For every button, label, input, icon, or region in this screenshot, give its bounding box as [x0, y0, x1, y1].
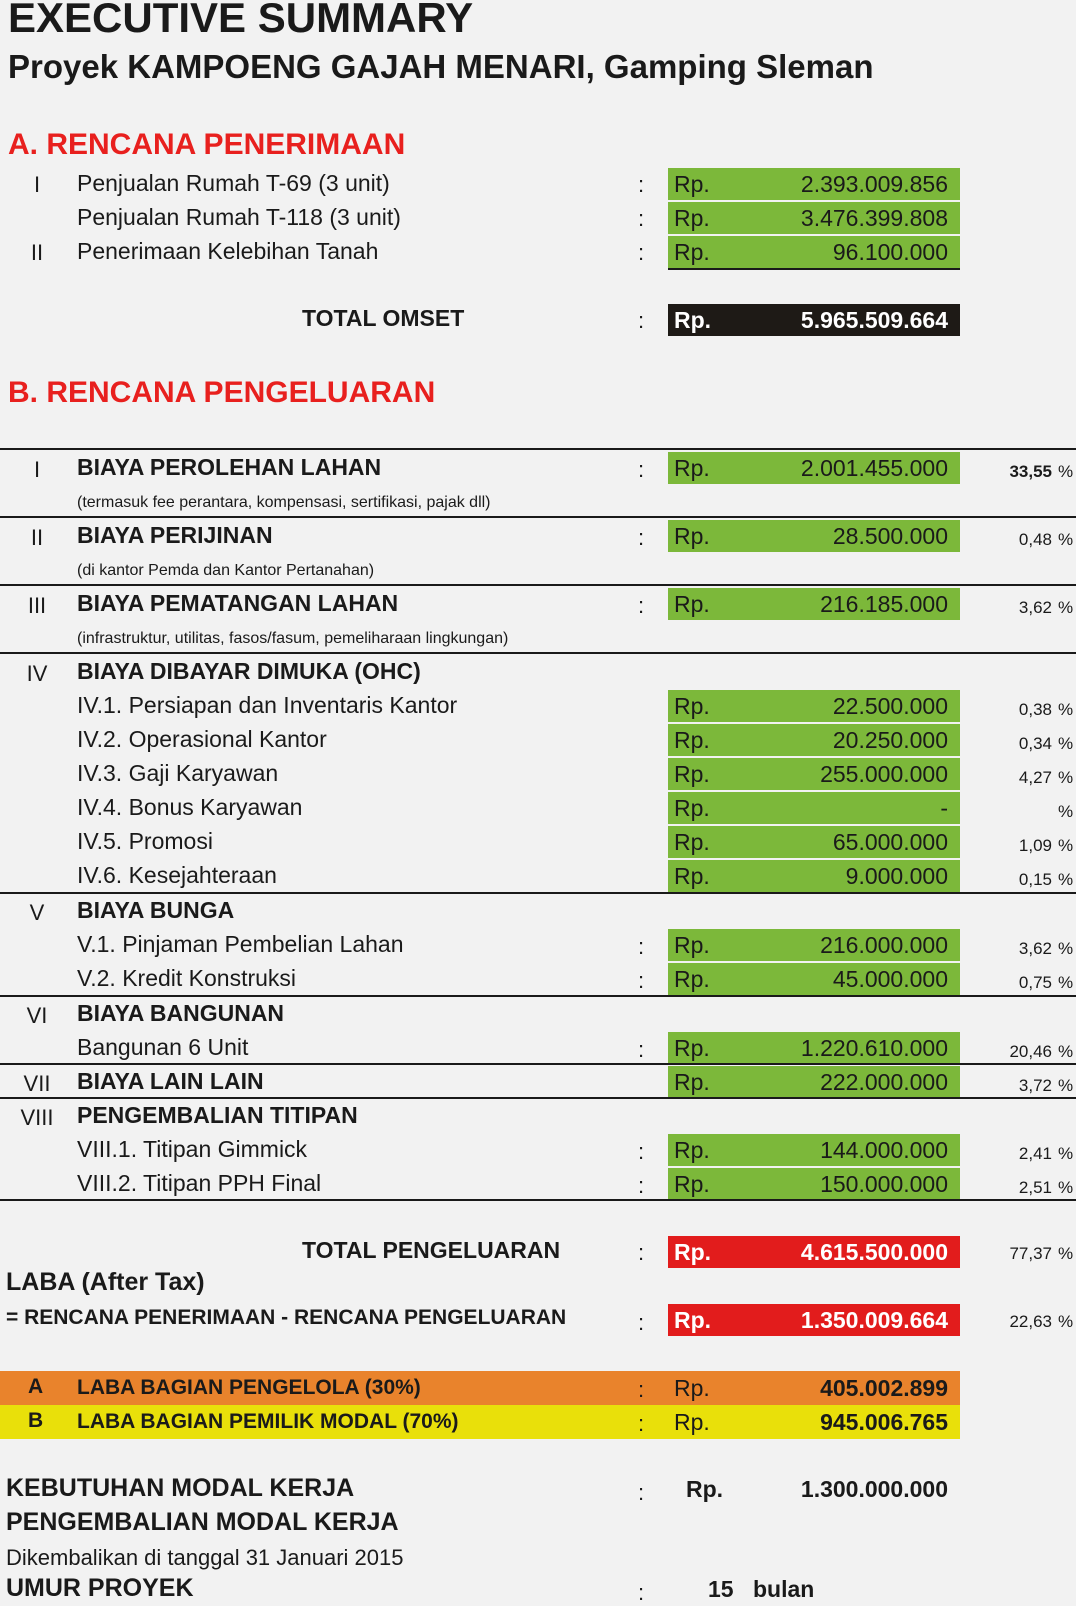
- page-title: EXECUTIVE SUMMARY: [8, 0, 474, 41]
- row-number: I: [33, 172, 41, 197]
- umur-proyek-value: 15: [708, 1576, 734, 1602]
- divider: [0, 1063, 1076, 1065]
- currency-label: Rp.: [674, 171, 710, 197]
- amount-value: 2.393.009.856: [800, 171, 948, 197]
- amount-box: [668, 452, 960, 484]
- total-pengeluaran-label: TOTAL PENGELUARAN: [302, 1237, 561, 1263]
- amount-value: 216.000.000: [820, 932, 948, 958]
- currency-label: Rp.: [674, 966, 710, 992]
- kebutuhan-modal-value: 1.300.000.000: [800, 1476, 948, 1502]
- row-number: VII: [23, 1071, 51, 1096]
- percent-value: 0,38: [1018, 700, 1052, 719]
- divider: [0, 584, 1076, 586]
- amount-box: [668, 758, 960, 790]
- currency-label: Rp.: [674, 591, 710, 617]
- page-subtitle: Proyek KAMPOENG GAJAH MENARI, Gamping Sleman: [8, 48, 874, 85]
- row-number: VIII: [20, 1105, 54, 1130]
- divider: [668, 268, 960, 270]
- amount-box: [668, 1168, 960, 1200]
- colon: :: [638, 934, 645, 959]
- amount-box: [668, 1032, 960, 1064]
- laba-value: 1.350.009.664: [800, 1307, 948, 1333]
- amount-value: 2.001.455.000: [800, 455, 948, 481]
- percent-value: 3,62: [1018, 939, 1052, 958]
- colon: :: [638, 1377, 645, 1402]
- section-heading-penerimaan: A. RENCANA PENERIMAAN: [8, 128, 406, 161]
- divider: [0, 1097, 1076, 1099]
- sub-row-label: V.2. Kredit Konstruksi: [77, 965, 297, 991]
- laba-pemilik-amount: [668, 1406, 960, 1438]
- row-number: I: [33, 457, 41, 482]
- laba-pengelola-amount: [668, 1372, 960, 1404]
- percent-value: 0,48: [1018, 530, 1052, 549]
- divider: [0, 995, 1076, 997]
- amount-value: 9.000.000: [845, 863, 948, 889]
- percent-sign: %: [1058, 973, 1074, 992]
- currency-label: Rp.: [686, 1476, 724, 1502]
- colon: :: [638, 1139, 645, 1164]
- percent-sign: %: [1058, 1042, 1074, 1061]
- percent-sign: %: [1058, 1144, 1074, 1163]
- percent-sign: %: [1058, 700, 1074, 719]
- currency-label: Rp.: [674, 455, 710, 481]
- currency-label: Rp.: [674, 1137, 710, 1163]
- currency-label: Rp.: [674, 1069, 710, 1095]
- currency-label: Rp.: [674, 829, 710, 855]
- sub-row-label: VIII.2. Titipan PPH Final: [77, 1170, 322, 1196]
- divider: [0, 516, 1076, 518]
- divider: [0, 1199, 1076, 1201]
- percent-sign: %: [1058, 802, 1074, 821]
- colon: :: [638, 1173, 645, 1198]
- row-label: BIAYA LAIN LAIN: [77, 1068, 264, 1094]
- colon: :: [638, 1310, 645, 1335]
- currency-label: Rp.: [674, 239, 710, 265]
- percent-sign: %: [1058, 836, 1074, 855]
- amount-box: [668, 826, 960, 858]
- currency-label: Rp.: [674, 205, 710, 231]
- row-label: BIAYA BUNGA: [77, 897, 235, 923]
- amount-box: [668, 1134, 960, 1166]
- colon: :: [638, 525, 645, 550]
- currency-label: Rp.: [674, 1035, 710, 1061]
- percent-value: 20,46: [1009, 1042, 1052, 1061]
- laba-pemilik-label: LABA BAGIAN PEMILIK MODAL (70%): [77, 1410, 459, 1433]
- amount-value: 945.006.765: [820, 1409, 948, 1435]
- kebutuhan-modal-label: KEBUTUHAN MODAL KERJA: [6, 1474, 355, 1502]
- amount-box: [668, 792, 960, 824]
- currency-label: Rp.: [674, 932, 710, 958]
- percent-value: 2,41: [1018, 1144, 1052, 1163]
- row-label: BIAYA DIBAYAR DIMUKA (OHC): [77, 658, 421, 684]
- section-heading-pengeluaran: B. RENCANA PENGELUARAN: [8, 376, 436, 409]
- amount-value: 1.220.610.000: [800, 1035, 948, 1061]
- amount-value: 222.000.000: [820, 1069, 948, 1095]
- percent-sign: %: [1058, 1076, 1074, 1095]
- row-number: V: [29, 900, 45, 925]
- amount-value: 144.000.000: [820, 1137, 948, 1163]
- percent-sign: %: [1058, 1312, 1074, 1331]
- sub-row-label: IV.5. Promosi: [77, 828, 213, 854]
- colon: :: [638, 968, 645, 993]
- umur-proyek-unit: bulan: [753, 1576, 815, 1602]
- sub-row-label: VIII.1. Titipan Gimmick: [77, 1136, 308, 1162]
- total-omset-value: 5.965.509.664: [800, 307, 948, 333]
- sub-row-label: IV.3. Gaji Karyawan: [77, 760, 279, 786]
- amount-value: -: [940, 795, 948, 821]
- row-label: Penerimaan Kelebihan Tanah: [77, 238, 379, 264]
- sub-row-label: IV.4. Bonus Karyawan: [77, 794, 303, 820]
- amount-value: 216.185.000: [820, 591, 948, 617]
- amount-box: [668, 1066, 960, 1098]
- percent-value: 3,62: [1018, 598, 1052, 617]
- row-note: (termasuk fee perantara, kompensasi, sertifikasi, pajak dll): [77, 494, 491, 511]
- row-label: BIAYA PEROLEHAN LAHAN: [77, 454, 382, 480]
- percent-value: 0,15: [1018, 870, 1052, 889]
- currency-label: Rp.: [674, 693, 710, 719]
- amount-box: [668, 963, 960, 995]
- currency-label: Rp.: [674, 1375, 710, 1401]
- laba-heading: LABA (After Tax): [6, 1268, 205, 1296]
- row-number: III: [27, 593, 47, 618]
- amount-box: [668, 724, 960, 756]
- row-note: (infrastruktur, utilitas, fasos/fasum, pemeliharaan lingkungan): [77, 630, 509, 647]
- currency-label: Rp.: [674, 761, 710, 787]
- total-pengeluaran-value: 4.615.500.000: [800, 1239, 948, 1265]
- sub-row-label: IV.2. Operasional Kantor: [77, 726, 327, 752]
- colon: :: [638, 1037, 645, 1062]
- total-pengeluaran-box: [668, 1236, 960, 1268]
- row-number: IV: [26, 661, 48, 686]
- laba-box: [668, 1304, 960, 1336]
- currency-label: Rp.: [674, 307, 712, 333]
- sub-row-label: Bangunan 6 Unit: [77, 1034, 249, 1060]
- percent-value: 22,63: [1009, 1312, 1052, 1331]
- colon: :: [638, 206, 645, 231]
- amount-value: 3.476.399.808: [800, 205, 948, 231]
- pengembalian-modal-label: PENGEMBALIAN MODAL KERJA: [6, 1508, 399, 1536]
- amount-value: 45.000.000: [832, 966, 948, 992]
- colon: :: [638, 593, 645, 618]
- total-omset-label: TOTAL OMSET: [302, 305, 465, 331]
- percent-sign: %: [1058, 734, 1074, 753]
- row-note: (di kantor Pemda dan Kantor Pertanahan): [77, 562, 375, 579]
- row-label: BIAYA BANGUNAN: [77, 1000, 285, 1026]
- row-label: Penjualan Rumah T-69 (3 unit): [77, 170, 390, 196]
- row-label: Penjualan Rumah T-118 (3 unit): [77, 204, 401, 230]
- laba-formula: = RENCANA PENERIMAAN - RENCANA PENGELUARAN: [6, 1306, 567, 1329]
- currency-label: Rp.: [674, 863, 710, 889]
- percent-sign: %: [1058, 870, 1074, 889]
- percent-sign: %: [1058, 939, 1074, 958]
- percent-value: 0,75: [1018, 973, 1052, 992]
- percent-value: 2,51: [1018, 1178, 1052, 1197]
- currency-label: Rp.: [674, 523, 710, 549]
- row-number: II: [30, 525, 44, 550]
- percent-value: 4,27: [1018, 768, 1052, 787]
- colon: :: [638, 1240, 645, 1265]
- sub-row-label: IV.6. Kesejahteraan: [77, 862, 277, 888]
- row-label: PENGEMBALIAN TITIPAN: [77, 1102, 358, 1128]
- colon: :: [638, 1411, 645, 1436]
- percent-sign: %: [1058, 1178, 1074, 1197]
- laba-pengelola-label: LABA BAGIAN PENGELOLA (30%): [77, 1376, 421, 1399]
- colon: :: [638, 172, 645, 197]
- amount-box: [668, 202, 960, 234]
- total-omset-box: [668, 304, 960, 336]
- currency-label: Rp.: [674, 1409, 710, 1435]
- colon: :: [638, 1580, 645, 1605]
- sub-row-label: IV.1. Persiapan dan Inventaris Kantor: [77, 692, 458, 718]
- dikembalikan-text: Dikembalikan di tanggal 31 Januari 2015: [6, 1545, 404, 1570]
- divider: [0, 892, 1076, 894]
- amount-value: 150.000.000: [820, 1171, 948, 1197]
- row-label: BIAYA PEMATANGAN LAHAN: [77, 590, 399, 616]
- colon: :: [638, 457, 645, 482]
- amount-value: 65.000.000: [832, 829, 948, 855]
- amount-box: [668, 929, 960, 961]
- percent-sign: %: [1058, 462, 1074, 481]
- percent-sign: %: [1058, 1244, 1074, 1263]
- umur-proyek-label: UMUR PROYEK: [6, 1574, 194, 1602]
- divider: [0, 652, 1076, 654]
- amount-box: [668, 236, 960, 268]
- sub-row-label: V.1. Pinjaman Pembelian Lahan: [77, 931, 404, 957]
- amount-box: [668, 860, 960, 892]
- colon: :: [638, 240, 645, 265]
- amount-value: 405.002.899: [820, 1375, 948, 1401]
- amount-value: 28.500.000: [832, 523, 948, 549]
- amount-value: 255.000.000: [820, 761, 948, 787]
- percent-value: 33,55: [1009, 462, 1052, 481]
- colon: :: [638, 308, 645, 333]
- amount-box: [668, 520, 960, 552]
- amount-value: 22.500.000: [832, 693, 948, 719]
- currency-label: Rp.: [674, 1171, 710, 1197]
- row-letter: A: [28, 1375, 44, 1398]
- percent-sign: %: [1058, 530, 1074, 549]
- amount-box: [668, 168, 960, 200]
- amount-box: [668, 588, 960, 620]
- currency-label: Rp.: [674, 727, 710, 753]
- row-number: II: [30, 240, 44, 265]
- percent-value: 3,72: [1018, 1076, 1052, 1095]
- row-label: BIAYA PERIJINAN: [77, 522, 273, 548]
- amount-box: [668, 690, 960, 722]
- percent-sign: %: [1058, 768, 1074, 787]
- percent-sign: %: [1058, 598, 1074, 617]
- divider: [0, 448, 1076, 450]
- colon: :: [638, 1480, 645, 1505]
- row-number: VI: [26, 1003, 48, 1028]
- currency-label: Rp.: [674, 795, 710, 821]
- amount-value: 20.250.000: [832, 727, 948, 753]
- currency-label: Rp.: [674, 1239, 712, 1265]
- row-letter: B: [28, 1409, 44, 1432]
- currency-label: Rp.: [674, 1307, 712, 1333]
- percent-value: 1,09: [1018, 836, 1052, 855]
- percent-value: 77,37: [1009, 1244, 1052, 1263]
- percent-value: 0,34: [1018, 734, 1052, 753]
- amount-value: 96.100.000: [832, 239, 948, 265]
